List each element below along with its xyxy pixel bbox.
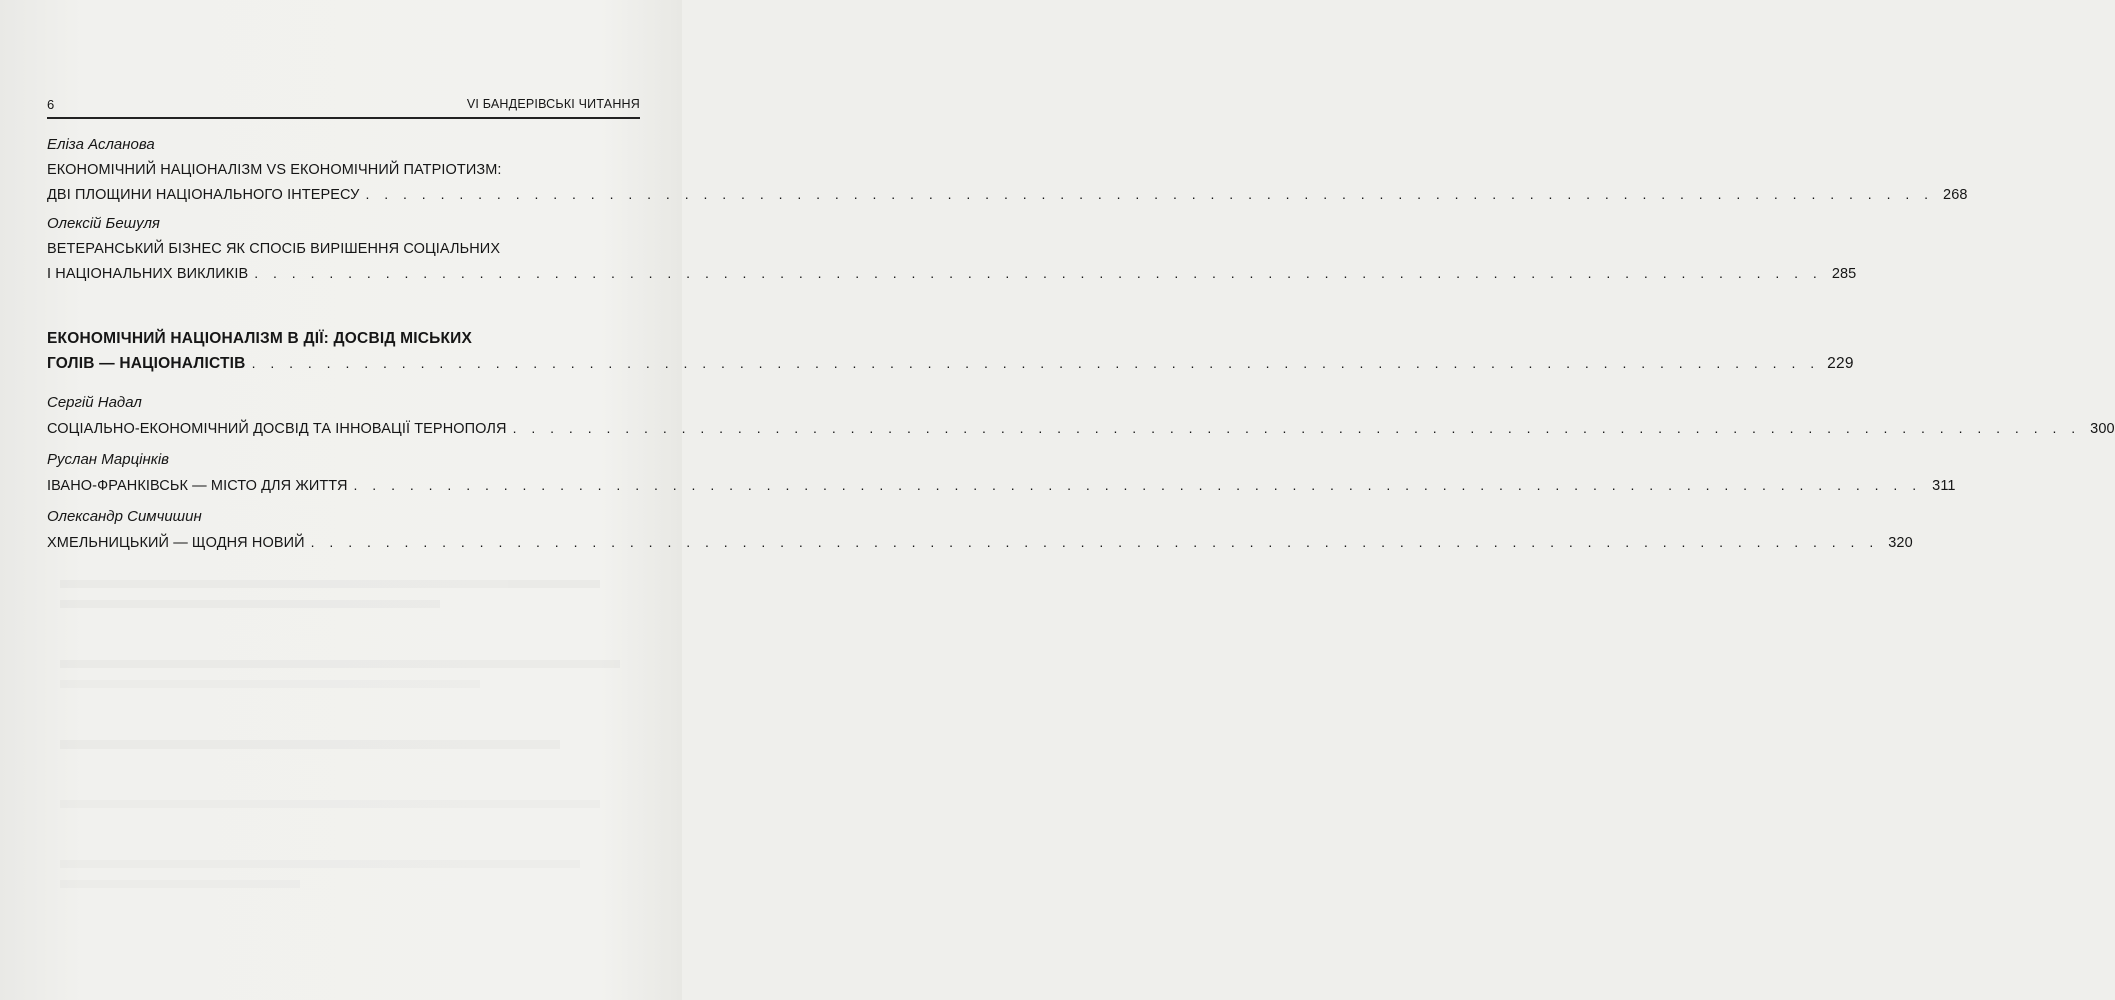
toc-entry — [47, 392, 2115, 441]
toc-title-line: ЕКОНОМІЧНИЙ НАЦІОНАЛІЗМ VS ЕКОНОМІЧНИЙ ПАТРІОТИЗМ: — [47, 162, 502, 178]
toc-page-number: 300 — [2090, 421, 2115, 437]
dot-leader: . . . . . . . . . . . . . . . . . . . . . . . . . . . . . . . . . . . . . . . . . . . . . . . . . . . . . . . . . . . . . . . . . . . . . . . . . . . . . . . . . . . . — [310, 534, 1879, 550]
toc-title-last-line — [47, 261, 1857, 286]
toc-title-line: ДВІ ПЛОЩИНИ НАЦІОНАЛЬНОГО ІНТЕРЕСУ — [47, 187, 360, 203]
dot-leader: . . . . . . . . . . . . . . . . . . . . . . . . . . . . . . . . . . . . . . . . . . . . . . . . . . . . . . . . . . . . . . . . . . . . . . . . . . . . . . . . . . . . — [353, 477, 1922, 493]
toc-page-number: 268 — [1943, 187, 1968, 203]
dot-leader: . . . . . . . . . . . . . . . . . . . . . . . . . . . . . . . . . . . . . . . . . . . . . . . . . . . . . . . . . . . . . . . . . . . . . . . . . . . . . . . . . . . . — [365, 186, 1934, 202]
table-of-contents — [47, 134, 2115, 555]
toc-entry — [47, 449, 1956, 498]
toc-page-number: 285 — [1831, 266, 1857, 282]
toc-author: Олександр Симчишин — [47, 508, 202, 525]
toc-title-line: ВЕТЕРАНСЬКИЙ БІЗНЕС ЯК СПОСІБ ВИРІШЕННЯ СОЦІАЛЬНИХ — [47, 241, 501, 257]
dot-leader: . . . . . . . . . . . . . . . . . . . . . . . . . . . . . . . . . . . . . . . . . . . . . . . . . . . . . . . . . . . . . . . . . . . . . . . . . . . . . . . . . . . . — [251, 355, 1820, 371]
running-title: VI БАНДЕРІВСЬКІ ЧИТАННЯ — [466, 97, 640, 111]
toc-title-last-line — [47, 473, 1956, 498]
toc-page-number: 229 — [1827, 355, 1854, 372]
toc-title-line: СОЦІАЛЬНО-ЕКОНОМІЧНИЙ ДОСВІД ТА ІННОВАЦІЇ ТЕРНОПОЛЯ — [47, 421, 507, 437]
toc-section-heading — [47, 326, 1854, 376]
section-title-line: ГОЛІВ — НАЦІОНАЛІСТІВ — [47, 355, 246, 372]
section-title-line: ЕКОНОМІЧНИЙ НАЦІОНАЛІЗМ В ДІЇ: ДОСВІД МІСЬКИХ — [47, 330, 472, 347]
toc-page-number: 320 — [1888, 535, 1913, 551]
dot-leader: . . . . . . . . . . . . . . . . . . . . . . . . . . . . . . . . . . . . . . . . . . . . . . . . . . . . . . . . . . . . . . . . . . . . . . . . . . . . . . . . . . . . — [254, 265, 1823, 281]
page-header — [47, 95, 640, 119]
toc-entry — [47, 506, 1913, 555]
toc-author: Руслан Марцінків — [47, 451, 169, 468]
section-title-last-line — [47, 351, 1854, 376]
toc-title-line: І НАЦІОНАЛЬНИХ ВИКЛИКІВ — [47, 266, 249, 282]
toc-entry — [47, 213, 1857, 286]
toc-author: Сергій Надал — [47, 394, 142, 411]
toc-author: Олексій Бешуля — [47, 215, 160, 232]
toc-entry — [47, 134, 1968, 207]
toc-title-line: ХМЕЛЬНИЦЬКИЙ — ЩОДНЯ НОВИЙ — [47, 535, 305, 551]
page-number: 6 — [47, 97, 55, 112]
bleed-through-texture — [60, 560, 640, 940]
toc-title-last-line — [47, 416, 2115, 441]
toc-author: Еліза Асланова — [47, 136, 155, 153]
dot-leader: . . . . . . . . . . . . . . . . . . . . . . . . . . . . . . . . . . . . . . . . . . . . . . . . . . . . . . . . . . . . . . . . . . . . . . . . . . . . . . . . . . . . — [512, 420, 2081, 436]
toc-title-last-line — [47, 530, 1913, 555]
toc-page-number: 311 — [1932, 478, 1956, 494]
toc-title-line: ІВАНО-ФРАНКІВСЬК — МІСТО ДЛЯ ЖИТТЯ — [47, 478, 348, 494]
toc-title-last-line — [47, 182, 1968, 207]
